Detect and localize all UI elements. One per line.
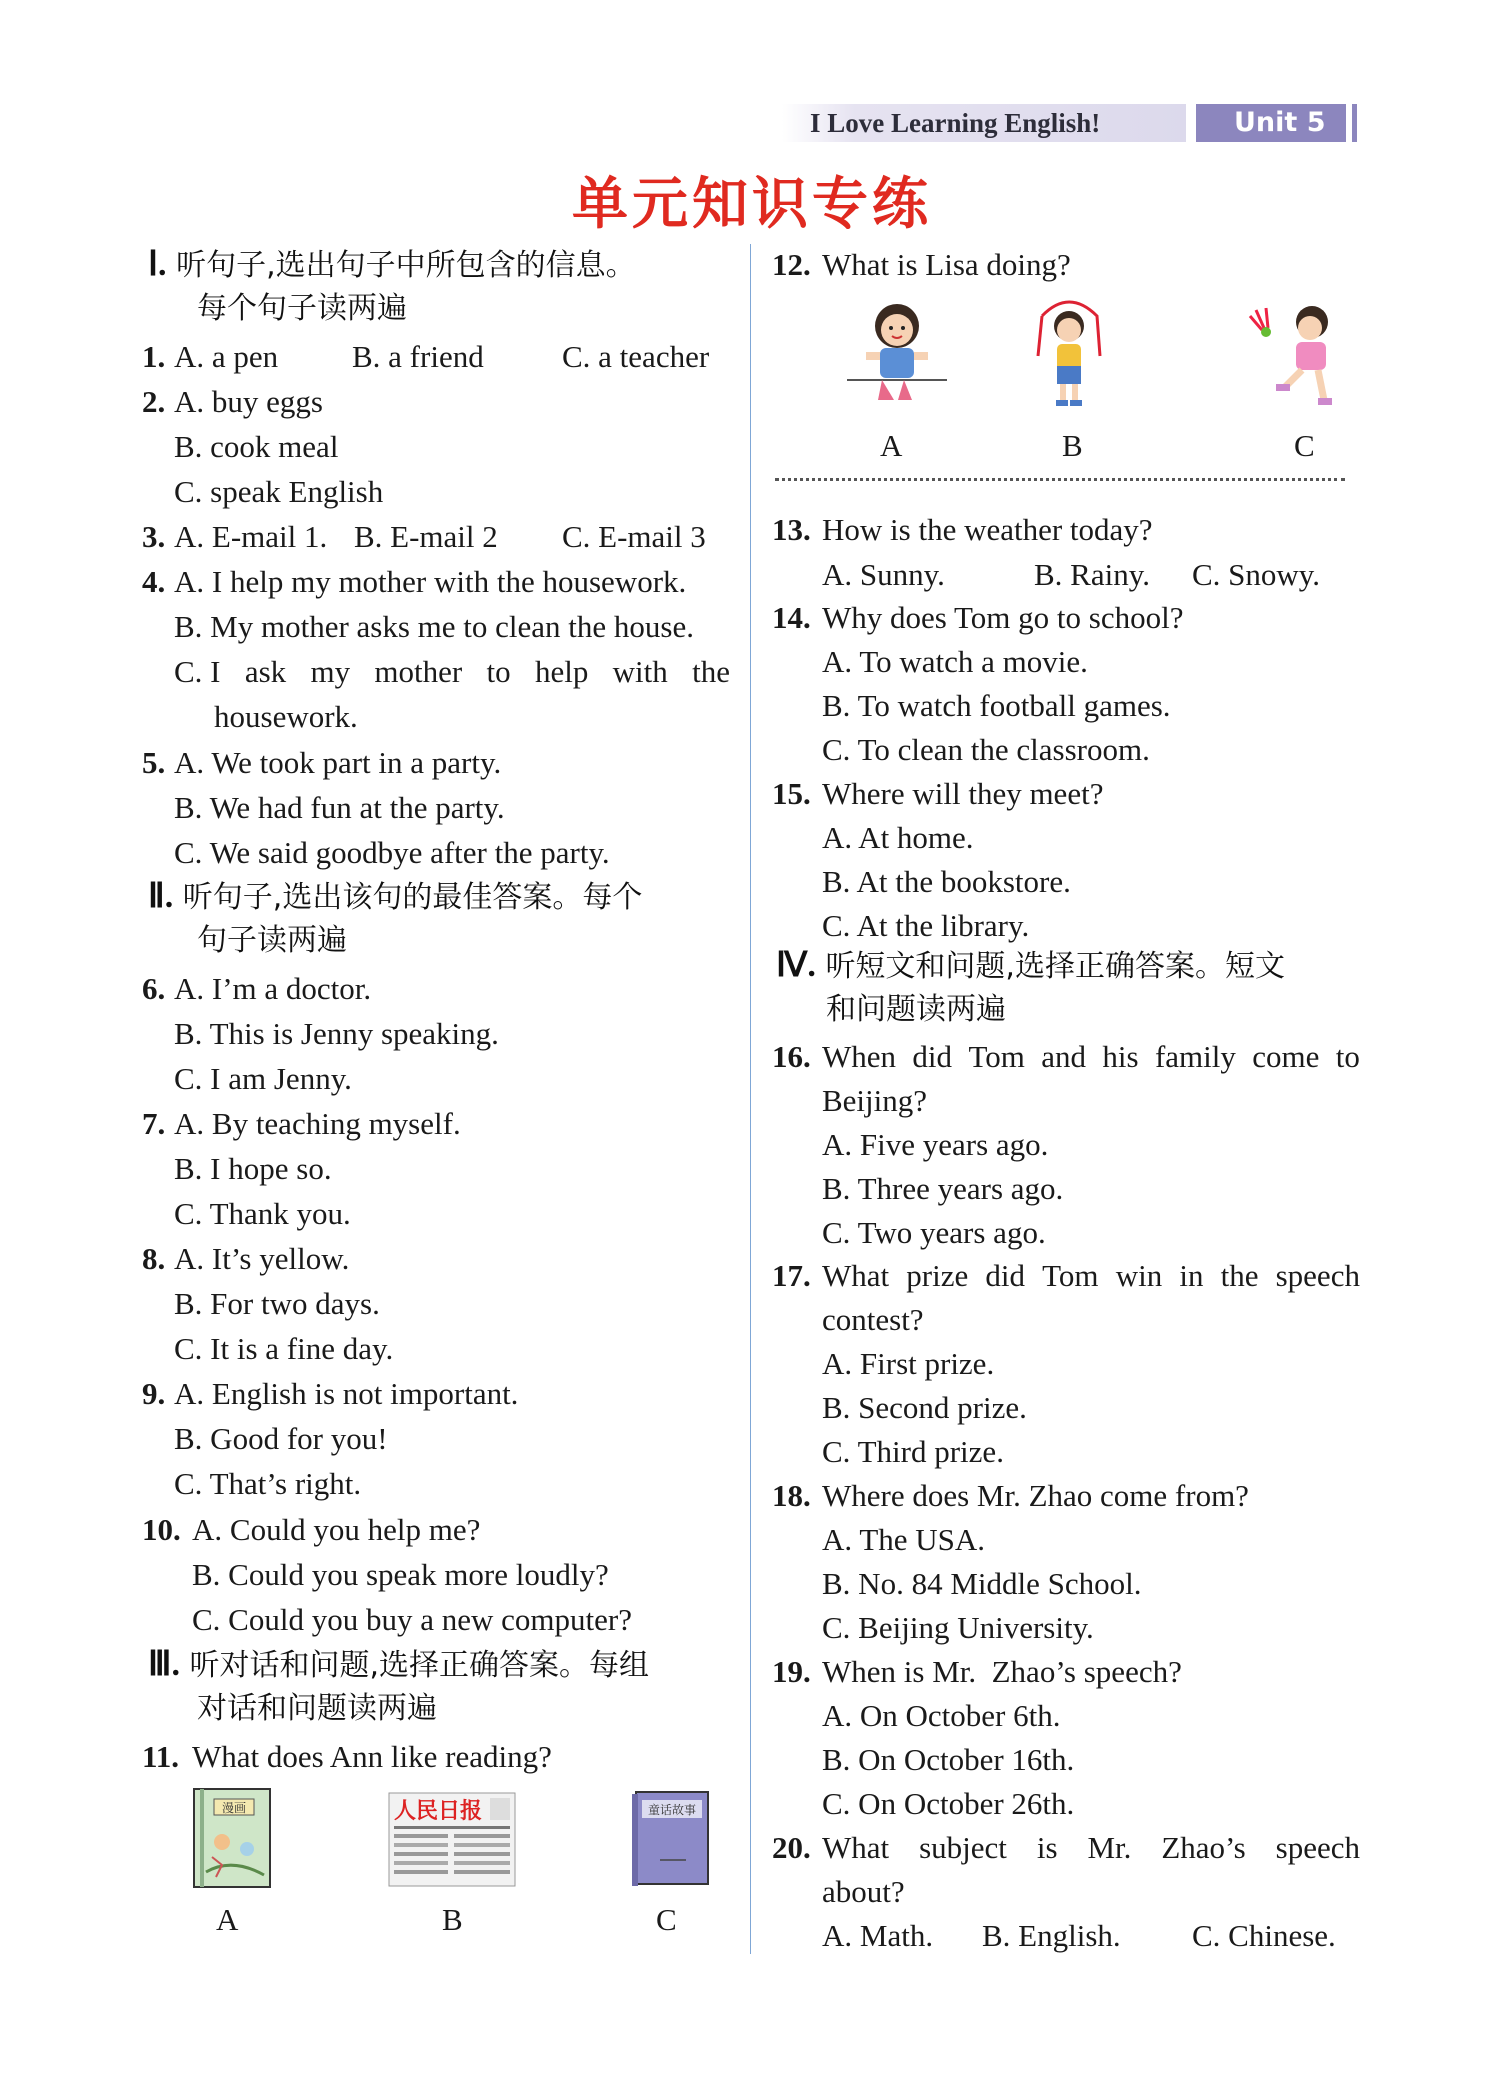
unit-label: Unit 5 xyxy=(1196,104,1346,142)
q15-option-a: A. At home. xyxy=(822,820,974,855)
q11-label-a: A xyxy=(216,1902,239,1937)
q12-number: 12. xyxy=(772,247,811,282)
q1-option-c: C. a teacher xyxy=(562,339,710,374)
q9-number: 9. xyxy=(142,1376,166,1411)
q14-option-a: A. To watch a movie. xyxy=(822,644,1088,679)
fairy-tale-book-image xyxy=(630,1790,712,1888)
section-1-line1: 听句子,选出句子中所包含的信息。 xyxy=(176,248,636,283)
q6-number: 6. xyxy=(142,971,166,1006)
q19-number: 19. xyxy=(772,1654,811,1689)
q2-option-b: B. cook meal xyxy=(174,429,339,464)
q4-option-c-cont: housework. xyxy=(214,699,358,734)
q17-number: 17. xyxy=(772,1258,811,1293)
q13-option-b: B. Rainy. xyxy=(1034,557,1150,592)
q5-option-b: B. We had fun at the party. xyxy=(174,790,505,825)
q20-question: What subject is Mr. Zhao’s speech xyxy=(822,1830,1360,1865)
q3-option-c: C. E-mail 3 xyxy=(562,519,706,554)
q3-option-b: B. E-mail 2 xyxy=(354,519,498,554)
q12-label-b: B xyxy=(1062,428,1083,463)
section-1-heading xyxy=(148,245,636,286)
section-2-heading-cont: 句子读两遍 xyxy=(197,923,347,958)
q9-option-b: B. Good for you! xyxy=(174,1421,388,1456)
q18-option-c: C. Beijing University. xyxy=(822,1610,1094,1645)
girl-sitting-image xyxy=(842,296,952,408)
q13-question: How is the weather today? xyxy=(822,512,1153,547)
q14-question: Why does Tom go to school? xyxy=(822,600,1184,635)
q16-option-b: B. Three years ago. xyxy=(822,1171,1064,1206)
q20-question-cont: about? xyxy=(822,1874,905,1909)
q4-option-c: C. I ask my mother to help with the xyxy=(174,654,730,689)
q17-question: What prize did Tom win in the speech xyxy=(822,1258,1360,1293)
q15-option-b: B. At the bookstore. xyxy=(822,864,1071,899)
q16-option-a: A. Five years ago. xyxy=(822,1127,1049,1162)
girl-skipping-rope-image xyxy=(1022,296,1117,411)
q6-option-c: C. I am Jenny. xyxy=(174,1061,352,1096)
q15-number: 15. xyxy=(772,776,811,811)
q16-question: When did Tom and his family come to xyxy=(822,1039,1360,1074)
q10-option-a: A. Could you help me? xyxy=(192,1512,481,1547)
q10-option-c: C. Could you buy a new computer? xyxy=(192,1602,632,1637)
q9-option-a: A. English is not important. xyxy=(174,1376,519,1411)
q16-number: 16. xyxy=(772,1039,811,1074)
dotted-separator xyxy=(775,478,1345,481)
q11-label-b: B xyxy=(442,1902,463,1937)
q20-number: 20. xyxy=(772,1830,811,1865)
section-3-heading-cont: 对话和问题读两遍 xyxy=(197,1691,437,1726)
page-header xyxy=(782,104,1357,142)
newspaper-title: 人民日报 xyxy=(394,1798,483,1824)
q8-option-a: A. It’s yellow. xyxy=(174,1241,350,1276)
q1-option-a: A. a pen xyxy=(174,339,279,374)
column-divider xyxy=(750,244,751,1954)
q13-option-c: C. Snowy. xyxy=(1192,557,1321,592)
q20-option-c: C. Chinese. xyxy=(1192,1918,1336,1953)
section-1-numeral: Ⅰ. xyxy=(148,246,167,283)
q5-option-c: C. We said goodbye after the party. xyxy=(174,835,610,870)
q14-option-b: B. To watch football games. xyxy=(822,688,1171,723)
book-title: I Love Learning English! xyxy=(782,104,1186,142)
q4-option-a: A. I help my mother with the housework. xyxy=(174,564,687,599)
q20-option-b: B. English. xyxy=(982,1918,1121,1953)
q4-number: 4. xyxy=(142,564,166,599)
q2-number: 2. xyxy=(142,384,166,419)
newspaper-image xyxy=(388,1792,516,1887)
q18-option-a: A. The USA. xyxy=(822,1522,986,1557)
q10-option-b: B. Could you speak more loudly? xyxy=(192,1557,609,1592)
q12-label-a: A xyxy=(880,428,903,463)
section-4-heading-cont: 和问题读两遍 xyxy=(826,992,1006,1027)
q3-number: 3. xyxy=(142,519,166,554)
q2-option-c: C. speak English xyxy=(174,474,384,509)
q6-option-a: A. I’m a doctor. xyxy=(174,971,372,1006)
q3-option-a: A. E-mail 1. xyxy=(174,519,328,554)
q5-number: 5. xyxy=(142,745,166,780)
q16-question-cont: Beijing? xyxy=(822,1083,928,1118)
section-3-heading xyxy=(148,1645,649,1686)
q19-option-c: C. On October 26th. xyxy=(822,1786,1075,1821)
q7-option-b: B. I hope so. xyxy=(174,1151,332,1186)
section-3-line1: 听对话和问题,选择正确答案。每组 xyxy=(189,1648,650,1683)
q7-number: 7. xyxy=(142,1106,166,1141)
q8-number: 8. xyxy=(142,1241,166,1276)
q2-option-a: A. buy eggs xyxy=(174,384,323,419)
q6-option-b: B. This is Jenny speaking. xyxy=(174,1016,499,1051)
q17-option-c: C. Third prize. xyxy=(822,1434,1004,1469)
q16-option-c: C. Two years ago. xyxy=(822,1215,1046,1250)
q13-option-a: A. Sunny. xyxy=(822,557,945,592)
q17-option-b: B. Second prize. xyxy=(822,1390,1027,1425)
header-accent-bar xyxy=(1352,104,1357,142)
q19-option-b: B. On October 16th. xyxy=(822,1742,1075,1777)
section-2-numeral: Ⅱ. xyxy=(148,878,174,915)
q15-question: Where will they meet? xyxy=(822,776,1104,811)
q9-option-c: C. That’s right. xyxy=(174,1466,362,1501)
q1-option-b: B. a friend xyxy=(352,339,484,374)
q18-question: Where does Mr. Zhao come from? xyxy=(822,1478,1249,1513)
comic-book-title: 漫画 xyxy=(221,1801,247,1815)
q14-number: 14. xyxy=(772,600,811,635)
q13-number: 13. xyxy=(772,512,811,547)
q12-question: What is Lisa doing? xyxy=(822,247,1071,282)
q5-option-a: A. We took part in a party. xyxy=(174,745,502,780)
section-1-heading-cont: 每个句子读两遍 xyxy=(197,291,407,326)
section-2-line1: 听句子,选出该句的最佳答案。每个 xyxy=(182,880,643,915)
q11-number: 11. xyxy=(142,1739,180,1774)
q7-option-a: A. By teaching myself. xyxy=(174,1106,461,1141)
section-3-numeral: Ⅲ. xyxy=(148,1646,180,1683)
q11-label-c: C xyxy=(656,1902,677,1937)
q12-label-c: C xyxy=(1294,428,1315,463)
q4-option-b: B. My mother asks me to clean the house. xyxy=(174,609,695,644)
q19-question: When is Mr. Zhao’s speech? xyxy=(822,1654,1182,1689)
q14-option-c: C. To clean the classroom. xyxy=(822,732,1150,767)
page-title: 单元知识专练 xyxy=(572,172,932,237)
section-4-line1: 听短文和问题,选择正确答案。短文 xyxy=(825,949,1285,984)
fairy-tale-book-title: 童话故事 xyxy=(647,1803,697,1817)
q8-option-c: C. It is a fine day. xyxy=(174,1331,394,1366)
q8-option-b: B. For two days. xyxy=(174,1286,380,1321)
q11-question: What does Ann like reading? xyxy=(192,1739,552,1774)
q7-option-c: C. Thank you. xyxy=(174,1196,351,1231)
section-4-numeral: Ⅳ. xyxy=(776,947,816,984)
q17-question-cont: contest? xyxy=(822,1302,924,1337)
comic-book-image xyxy=(192,1787,274,1890)
q18-number: 18. xyxy=(772,1478,811,1513)
girl-playing-shuttlecock-image xyxy=(1240,296,1350,408)
q19-option-a: A. On October 6th. xyxy=(822,1698,1061,1733)
q1-number: 1. xyxy=(142,339,166,374)
q17-option-a: A. First prize. xyxy=(822,1346,995,1381)
q18-option-b: B. No. 84 Middle School. xyxy=(822,1566,1142,1601)
section-4-heading xyxy=(776,946,1285,987)
q20-option-a: A. Math. xyxy=(822,1918,934,1953)
q10-number: 10. xyxy=(142,1512,181,1547)
q15-option-c: C. At the library. xyxy=(822,908,1030,943)
section-2-heading xyxy=(148,877,642,918)
